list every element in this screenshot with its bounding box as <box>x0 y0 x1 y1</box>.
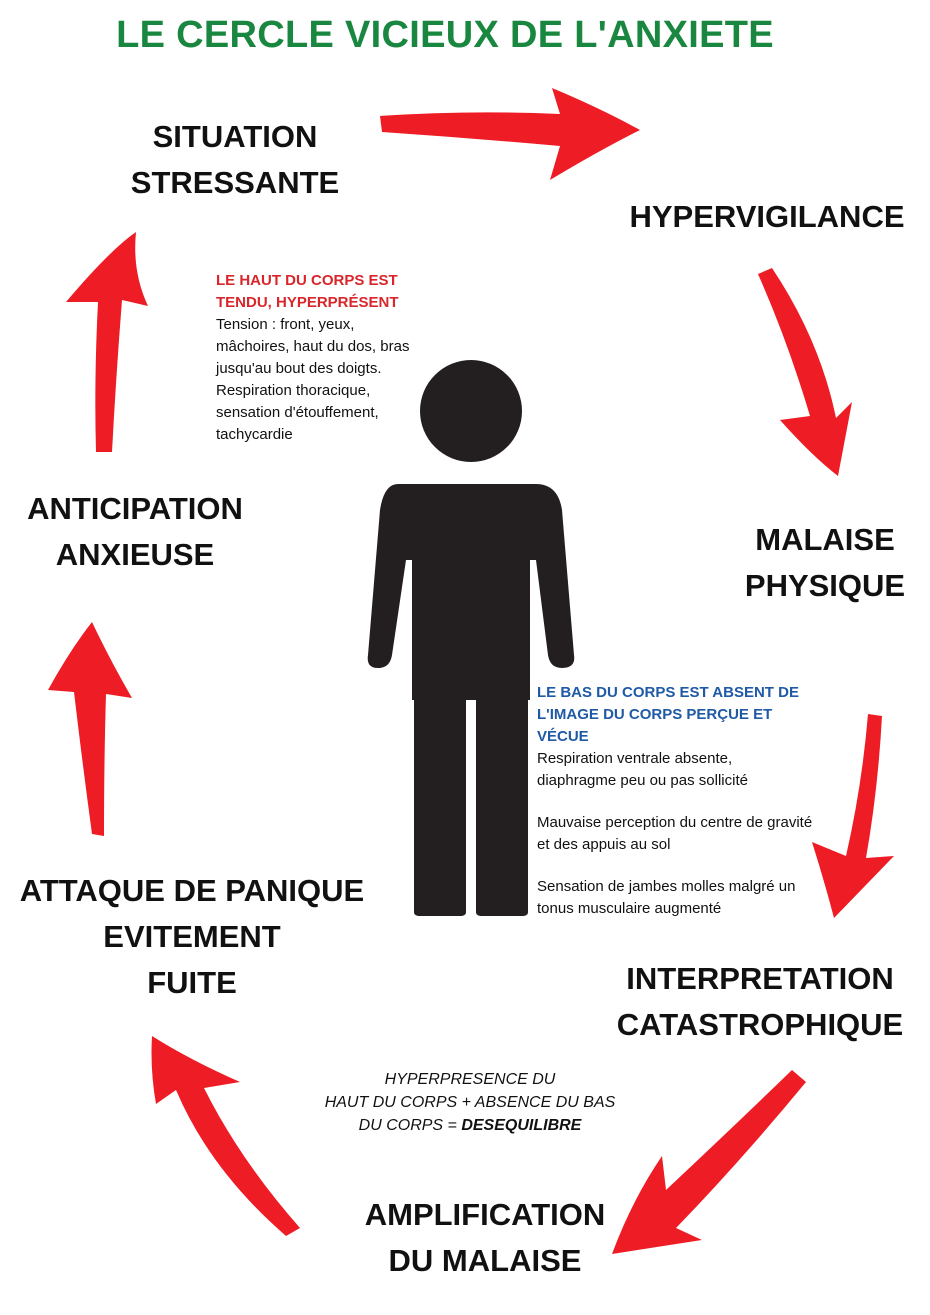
node-amplification-du-malaise <box>335 1192 635 1284</box>
upper-note-heading-1: LE HAUT DU CORPS EST <box>216 272 398 289</box>
figure-right-leg <box>476 700 528 916</box>
lower-note-line: Respiration ventrale absente, <box>537 750 733 767</box>
lower-note-line: et des appuis au sol <box>537 836 671 853</box>
imbalance-note-keyword: DESEQUILIBRE <box>461 1117 582 1134</box>
node-situation-line-1: SITUATION <box>152 119 318 154</box>
figure-left-leg <box>414 700 466 916</box>
imbalance-note-prefix: DU CORPS = <box>358 1117 462 1134</box>
lower-note-line: tonus musculaire augmenté <box>537 900 722 917</box>
upper-body-note <box>216 270 409 446</box>
node-attaque-line-1: ATTAQUE DE PANIQUE <box>19 873 365 908</box>
node-situation-stressante <box>115 114 355 206</box>
lower-note-line: Mauvaise perception du centre de gravité <box>537 814 813 831</box>
node-anticipation-line-1: ANTICIPATION <box>27 491 243 526</box>
upper-note-heading-2: TENDU, HYPERPRÉSENT <box>216 294 399 311</box>
imbalance-note-line-3 <box>300 1114 640 1137</box>
imbalance-note-line-1: HYPERPRESENCE DU <box>384 1071 556 1088</box>
diagram-title: LE CERCLE VICIEUX DE L'ANXIETE <box>116 14 774 56</box>
node-anticipation-line-2: ANXIEUSE <box>55 537 215 572</box>
node-malaise-physique <box>730 517 920 609</box>
node-interpretation-line-2: CATASTROPHIQUE <box>616 1007 904 1042</box>
lower-note-line: Sensation de jambes molles malgré un <box>537 878 796 895</box>
lower-note-gap <box>537 792 812 812</box>
node-amplification-line-2: DU MALAISE <box>388 1243 582 1278</box>
imbalance-note-line-2: HAUT DU CORPS + ABSENCE DU BAS <box>324 1094 616 1111</box>
imbalance-note <box>300 1068 640 1137</box>
node-malaise-line-2: PHYSIQUE <box>744 568 906 603</box>
lower-note-heading-3: VÉCUE <box>537 728 589 745</box>
upper-note-line: Tension : front, yeux, <box>216 316 355 333</box>
node-amplification-line-1: AMPLIFICATION <box>364 1197 606 1232</box>
node-situation-line-2: STRESSANTE <box>130 165 340 200</box>
upper-note-line: Respiration thoracique, <box>216 382 371 399</box>
upper-note-line: jusqu'au bout des doigts. <box>216 360 382 377</box>
upper-note-line: sensation d'étouffement, <box>216 404 379 421</box>
node-anticipation-anxieuse <box>10 486 260 578</box>
upper-note-line: mâchoires, haut du dos, bras <box>216 338 410 355</box>
figure-torso-arms <box>368 484 575 700</box>
node-interpretation-catastrophique <box>600 956 920 1048</box>
node-attaque-line-2: EVITEMENT <box>103 919 281 954</box>
upper-note-line: tachycardie <box>216 426 293 443</box>
lower-note-gap <box>537 856 812 876</box>
node-attaque-de-panique <box>2 868 382 1006</box>
node-hypervigilance <box>612 194 922 240</box>
figure-head <box>420 360 522 462</box>
lower-note-heading-2: L'IMAGE DU CORPS PERÇUE ET <box>537 706 773 723</box>
node-interpretation-line-1: INTERPRETATION <box>626 961 894 996</box>
node-malaise-line-1: MALAISE <box>755 522 895 557</box>
lower-note-heading-1: LE BAS DU CORPS EST ABSENT DE <box>537 684 799 701</box>
node-attaque-line-3: FUITE <box>147 965 237 1000</box>
node-hypervigilance-line-1: HYPERVIGILANCE <box>629 199 905 234</box>
lower-body-note <box>537 682 812 920</box>
lower-note-line: diaphragme peu ou pas sollicité <box>537 772 748 789</box>
